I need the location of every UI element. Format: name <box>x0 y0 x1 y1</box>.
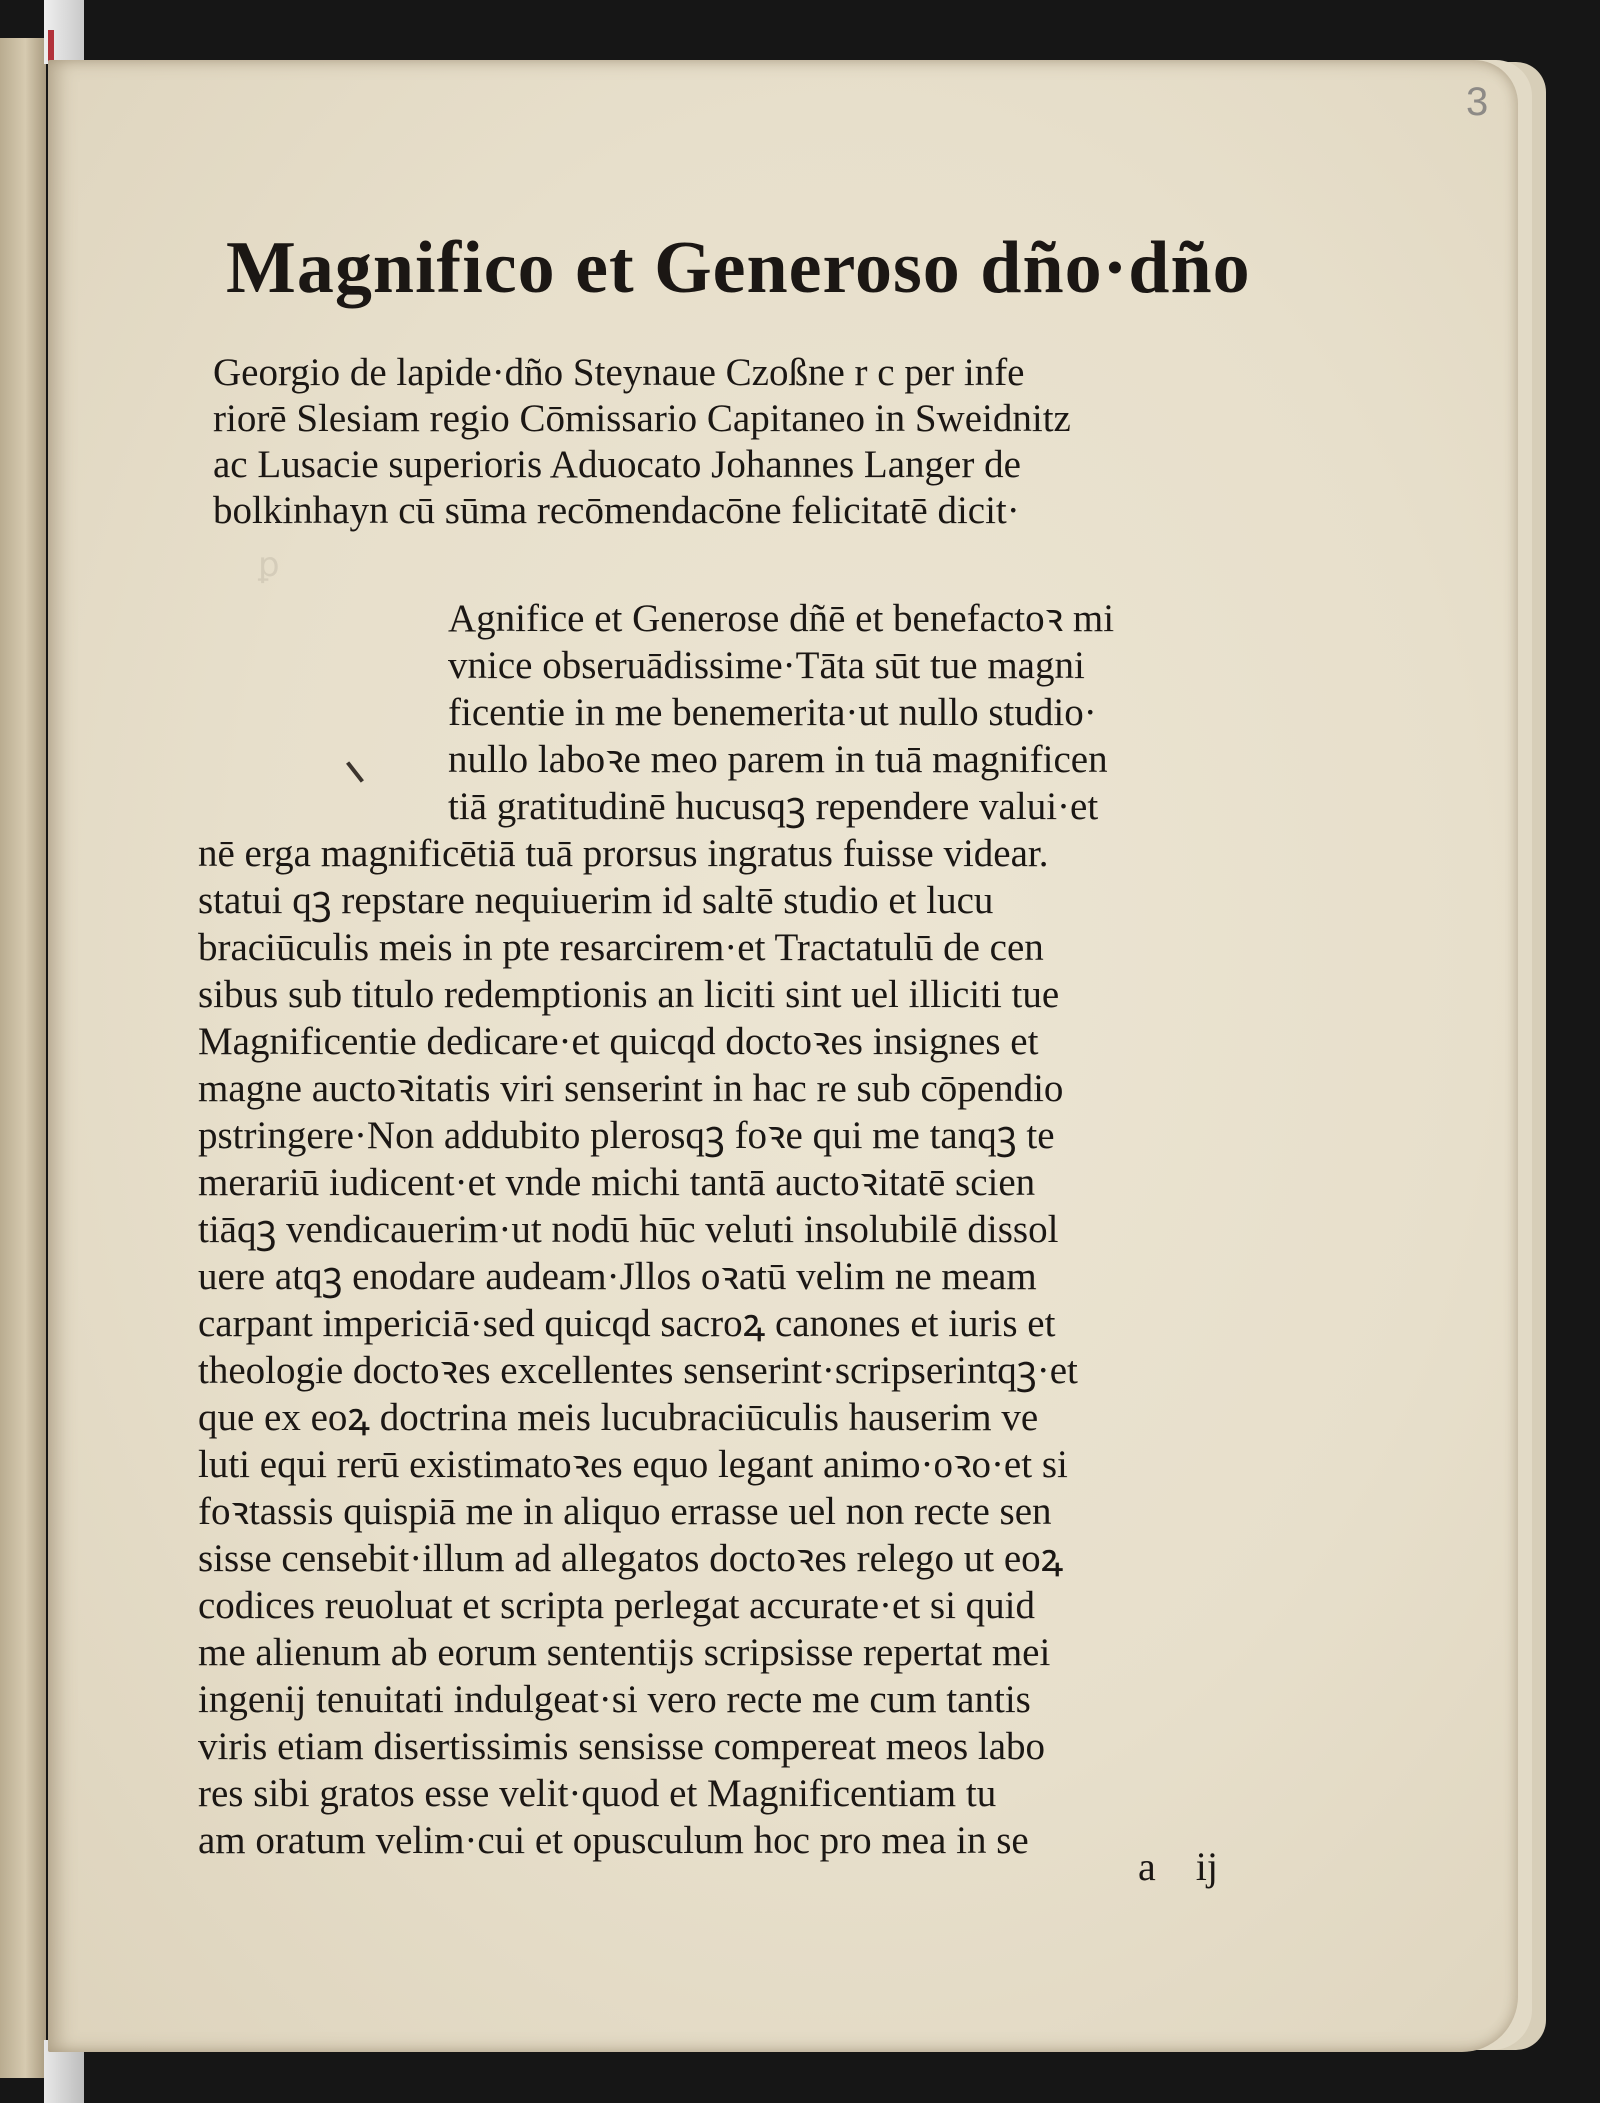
body-line: nē erga magnificētiā tuā prorsus ingratus fuisse videar. <box>198 832 1049 875</box>
body-line: sisse censebit·illum ad allegatos doctoꝛes relego ut eoꝝ <box>198 1537 1064 1580</box>
body-text <box>198 595 1273 1864</box>
body-line: am oratum velim·cui et opusculum hoc pro mea in se <box>198 1819 1029 1862</box>
body-line: me alienum ab eorum sententijs scripsisse repertat mei <box>198 1631 1051 1674</box>
body-line: luti equi rerū existimatoꝛes equo legant animo·oꝛo·et si <box>198 1443 1068 1486</box>
folio-number: 3 <box>1466 80 1489 124</box>
body-line: nullo laboꝛe meo parem in tuā magnificen <box>448 738 1108 781</box>
body-line: foꝛtassis quispiā me in aliquo errasse uel non recte sen <box>198 1490 1052 1533</box>
body-line: ficentie in me benemerita·ut nullo studio· <box>448 691 1097 734</box>
body-line: sibus sub titulo redemptionis an liciti sint uel illiciti tue <box>198 973 1060 1016</box>
dedication-heading: Magnifico et Generoso dño·dño <box>226 227 1251 309</box>
body-line: statui qꝫ repstare nequiuerim id saltē studio et lucu <box>198 879 994 922</box>
body-line: theologie doctoꝛes excellentes senserint·scripserintqꝫ·et <box>198 1349 1078 1392</box>
body-line: carpant impericiā·sed quicqd sacroꝝ canones et iuris et <box>198 1302 1056 1345</box>
address-line: Georgio de lapide·dño Steynaue Czoßne r c per infe <box>213 351 1025 394</box>
body-line: magne auctoꝛitatis viri senserint in hac re sub cōpendio <box>198 1067 1064 1110</box>
body-line: Magnificentie dedicare·et quicqd doctoꝛes insignes et <box>198 1020 1039 1063</box>
address-line: bolkinhayn cū sūma recōmendacōne felicitatē dicit· <box>213 489 1020 532</box>
body-line: ingenij tenuitati indulgeat·si vero recte me cum tantis <box>198 1678 1031 1721</box>
dedication-address <box>213 350 1273 534</box>
body-line: tiāqꝫ vendicauerim·ut nodū hūc veluti insolubilē dissol <box>198 1208 1059 1251</box>
body-line: Agnifice et Generose dñē et benefactoꝛ mi <box>448 597 1115 640</box>
body-line: viris etiam disertissimis sensisse compereat meos labo <box>198 1725 1046 1768</box>
body-line: que ex eoꝝ doctrina meis lucubraciūculis hauserim ve <box>198 1396 1039 1439</box>
body-line: tiā gratitudinē hucusqꝫ rependere valui·et <box>448 785 1099 828</box>
signature-mark: a ij <box>1138 1844 1218 1889</box>
body-line: uere atqꝫ enodare audeam·Jllos oꝛatū velim ne meam <box>198 1255 1037 1298</box>
book-page <box>48 60 1518 2052</box>
body-line: pstringere·Non addubito plerosqꝫ foꝛe qui me tanqꝫ te <box>198 1114 1055 1157</box>
address-line: ac Lusacie superioris Aduocato Johannes Langer de <box>213 443 1021 486</box>
body-line: codices reuoluat et scripta perlegat accurate·et si quid <box>198 1584 1036 1627</box>
body-line: braciūculis meis in pte resarcirem·et Tractatulū de cen <box>198 926 1044 969</box>
body-line: vnice obseruādissime·Tāta sūt tue magni <box>448 644 1085 687</box>
bleed-through-text: ꝑ <box>258 547 280 584</box>
address-line: riorē Slesiam regio Cōmissario Capitaneo in Sweidnitz <box>213 397 1071 440</box>
body-line: res sibi gratos esse velit·quod et Magnificentiam tu <box>198 1772 997 1815</box>
facing-page-spine <box>0 38 46 2078</box>
body-line: merariū iudicent·et vnde michi tantā auctoꝛitatē scien <box>198 1161 1036 1204</box>
